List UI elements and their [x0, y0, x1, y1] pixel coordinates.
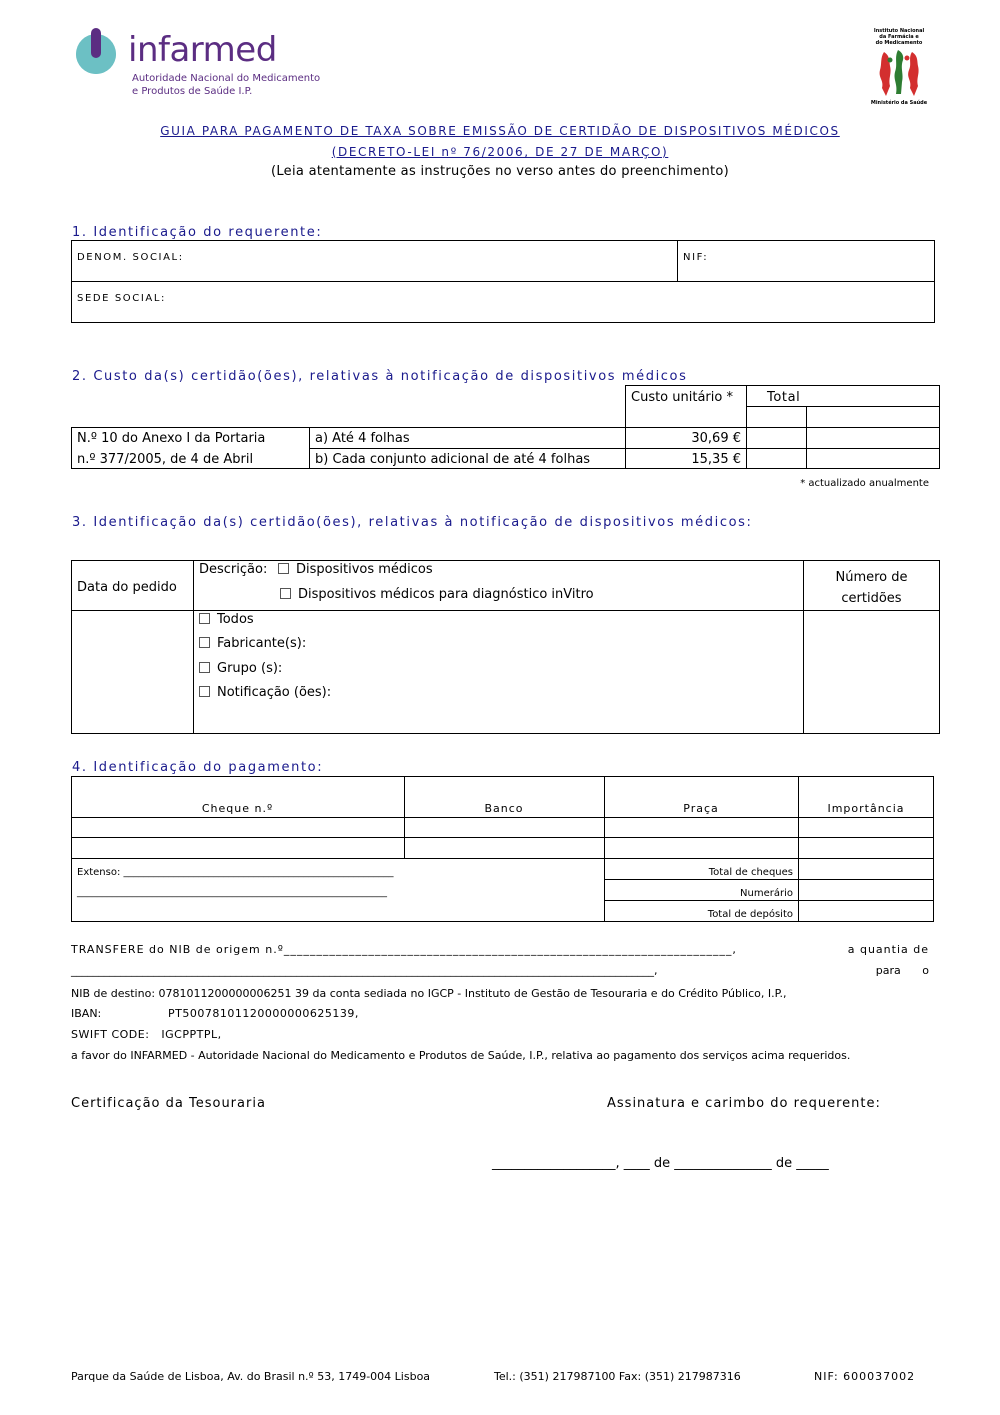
extenso-line-1: Extenso: ______________________________________________________ — [77, 867, 394, 878]
denom-social-label: DENOM. SOCIAL: — [77, 252, 184, 263]
s4-hline2 — [71, 837, 934, 838]
s4-vline2 — [604, 776, 605, 922]
col-importancia: Importância — [827, 802, 905, 815]
date-line: ___________________, ____ de _______________ de _____ — [492, 1156, 829, 1171]
total-cheques-label: Total de cheques — [708, 867, 793, 878]
s4-vline1 — [404, 776, 405, 858]
transfer-line-2-right: para o — [875, 964, 929, 977]
row-b-label: b) Cada conjunto adicional de até 4 folhas — [315, 452, 591, 467]
total-deposito-label: Total de depósito — [707, 909, 793, 920]
cost-body-div4 — [806, 427, 807, 469]
nif-label: NIF: — [683, 252, 709, 263]
s4-hline3 — [71, 858, 934, 859]
section3-col-divider1 — [193, 560, 194, 734]
infarmed-logo — [70, 28, 321, 103]
s4-hline1 — [71, 817, 934, 818]
section3-row-divider — [71, 610, 940, 611]
col-total: Total — [767, 390, 801, 405]
title-line-1: GUIA PARA PAGAMENTO DE TAXA SOBRE EMISSÃO DE CERTIDÃO DE DISPOSITIVOS MÉDICOS — [160, 124, 840, 138]
certificacao-tesouraria: Certificação da Tesouraria — [71, 1096, 266, 1111]
section1-col-divider — [677, 240, 678, 281]
footer-contacts: Tel.: (351) 217987100 Fax: (351) 217987316 — [494, 1370, 741, 1383]
col-praca: Praça — [683, 802, 719, 815]
s4-hline5 — [604, 900, 934, 901]
descricao-label: Descrição: — [199, 562, 268, 577]
extenso-line-2: ______________________________________________________________ — [77, 887, 387, 898]
checkbox-dmivd-label: Dispositivos médicos para diagnóstico inVitro — [298, 587, 594, 602]
checkbox-fabricante[interactable] — [199, 636, 306, 651]
swift-code: SWIFT CODE: IGCPPTPL, — [71, 1028, 222, 1041]
logo-subtitle-1: Autoridade Nacional do Medicamento — [132, 73, 321, 84]
col-numero-2: certidões — [841, 591, 902, 606]
transfer-line-2: __________________________________________________________________________________________________________, — [71, 964, 658, 977]
row-b-value: 15,35 € — [691, 452, 741, 467]
checkbox-fabricante-label: Fabricante(s): — [217, 636, 307, 651]
infarmed-logo-icon — [70, 28, 122, 80]
footer-nif: NIF: 600037002 — [814, 1370, 916, 1383]
section1-row-divider — [71, 281, 935, 282]
checkbox-notificacao[interactable] — [199, 685, 331, 700]
ministry-emblem-icon — [876, 48, 922, 98]
section1-heading: 1. Identificação do requerente: — [72, 225, 323, 240]
row-a-value: 30,69 € — [691, 431, 741, 446]
iban-label: IBAN: — [71, 1007, 102, 1020]
ministry-top-1: Instituto Nacional — [873, 28, 925, 34]
section2-heading: 2. Custo da(s) certidão(ões), relativas à notificação de dispositivos médicos — [72, 369, 688, 384]
row-a-label: a) Até 4 folhas — [315, 431, 410, 446]
assinatura-requerente: Assinatura e carimbo do requerente: — [607, 1096, 881, 1111]
checkbox-dmivd-box[interactable] — [280, 588, 291, 599]
col-numero-1: Número de — [835, 570, 908, 585]
col-banco: Banco — [484, 802, 524, 815]
checkbox-notificacao-box[interactable] — [199, 686, 210, 697]
cost-footnote: * actualizado anualmente — [800, 478, 929, 489]
section3-col-divider2 — [803, 560, 804, 734]
sede-social-label: SEDE SOCIAL: — [77, 293, 166, 304]
ministry-logo — [866, 28, 932, 108]
transfer-line-1-right: a quantia de — [847, 943, 929, 956]
cost-body-div3 — [746, 427, 747, 469]
cost-header-div2 — [806, 406, 807, 428]
col-data-pedido: Data do pedido — [77, 580, 177, 595]
checkbox-todos-label: Todos — [217, 612, 254, 627]
checkbox-fabricante-box[interactable] — [199, 637, 210, 648]
col-custo-unitario: Custo unitário * — [631, 390, 733, 405]
checkbox-notificacao-label: Notificação (ões): — [217, 685, 332, 700]
iban-value: PT50078101120000000625139, — [168, 1007, 359, 1020]
cost-body-div1 — [309, 427, 310, 469]
ministry-top-2: da Farmácia e — [879, 34, 919, 40]
legal-ref-2: n.º 377/2005, de 4 de Abril — [77, 452, 254, 467]
ministry-bottom: Ministério da Saúde — [870, 100, 928, 106]
checkbox-dm-label: Dispositivos médicos — [296, 562, 433, 577]
checkbox-grupo-box[interactable] — [199, 662, 210, 673]
s4-hline4 — [604, 879, 934, 880]
transfer-nib-destino: NIB de destino: 0781011200000006251 39 da conta sediada no IGCP - Instituto de Gestão de Tesouraria e do Crédito Público, I.P., — [71, 987, 787, 1000]
ministry-top-3: do Medicamento — [875, 40, 923, 46]
checkbox-grupo[interactable] — [199, 661, 282, 676]
title-line-3: (Leia atentamente as instruções no verso antes do preenchimento) — [271, 164, 729, 179]
footer-address: Parque da Saúde de Lisboa, Av. do Brasil n.º 53, 1749-004 Lisboa — [71, 1370, 431, 1383]
a-favor-de: a favor do INFARMED - Autoridade Nacional do Medicamento e Produtos de Saúde, I.P., relativa ao pagamento dos serviços acima requeridos. — [71, 1049, 851, 1062]
checkbox-grupo-label: Grupo (s): — [217, 661, 283, 676]
cost-header-hline — [746, 406, 940, 407]
logo-name: infarmed — [128, 30, 277, 70]
col-cheque: Cheque n.º — [201, 802, 274, 815]
checkbox-dm[interactable] — [278, 562, 433, 577]
checkbox-dm-box[interactable] — [278, 563, 289, 574]
numerario-label: Numerário — [740, 888, 793, 899]
checkbox-dmivd[interactable] — [280, 587, 594, 602]
section3-heading: 3. Identificação da(s) certidão(ões), relativas à notificação de dispositivos médicos: — [72, 515, 753, 530]
s4-vline3 — [798, 776, 799, 922]
checkbox-todos-box[interactable] — [199, 613, 210, 624]
legal-ref-1: N.º 10 do Anexo I da Portaria — [77, 431, 266, 446]
transfer-line-1: TRANSFERE do NIB de origem n.º_____________________________________________________________________, — [71, 943, 737, 956]
logo-subtitle-2: e Produtos de Saúde I.P. — [132, 86, 253, 97]
section4-heading: 4. Identificação do pagamento: — [72, 760, 324, 775]
checkbox-todos[interactable] — [199, 612, 254, 627]
title-line-2: (DECRETO-LEI nº 76/2006, DE 27 DE MARÇO) — [331, 145, 669, 159]
